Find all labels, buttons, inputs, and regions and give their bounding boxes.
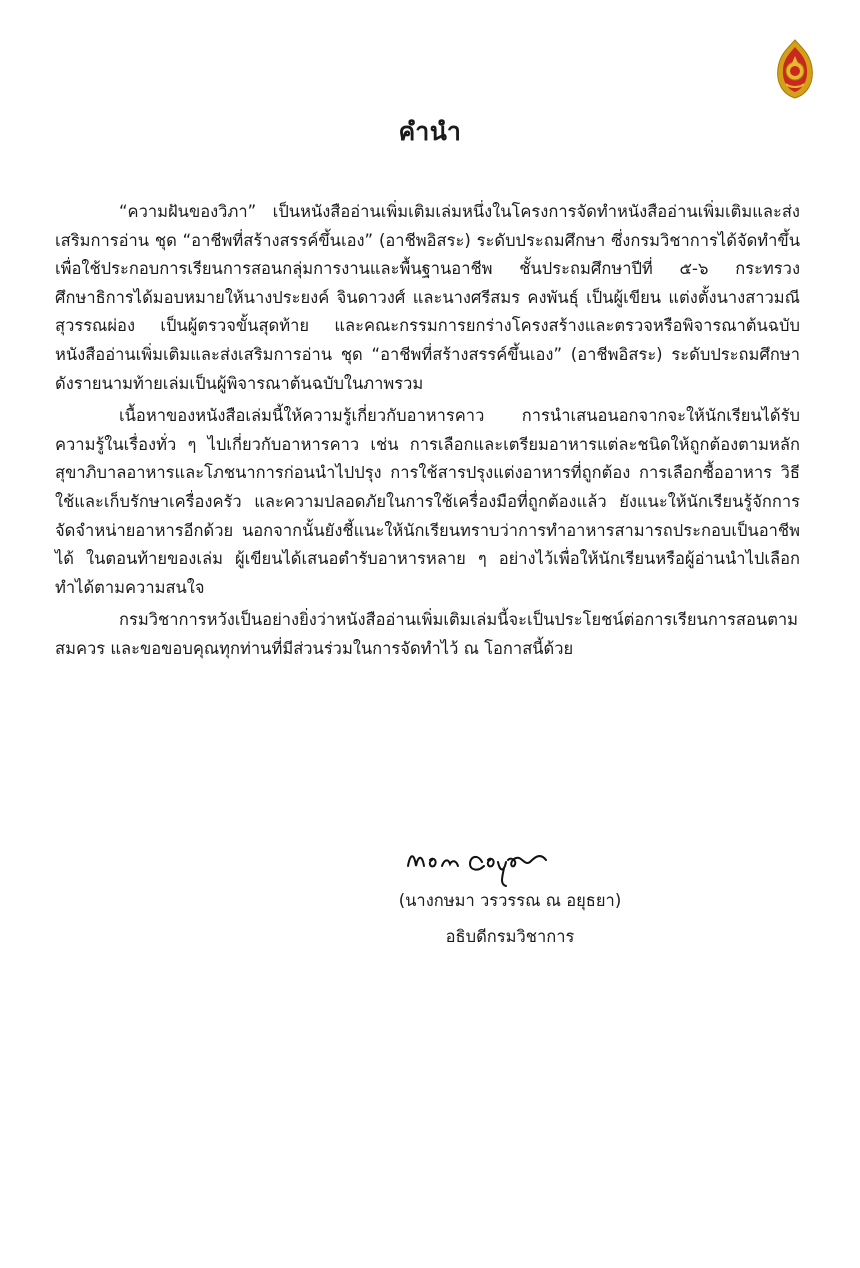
signatory-position: อธิบดีกรมวิชาการ — [445, 927, 575, 946]
ministry-emblem-icon — [772, 38, 818, 100]
paragraph: เนื้อหาของหนังสือเล่มนี้ให้ความรู้เกี่ยวกับอาหารคาว การนำเสนอนอกจากจะให้นักเรียนได้รับความรู้ในเรื่องทั่ว ๆ ไปเกี่ยวกับอาหารคาว เช่น การเลือกและเตรียมอาหารแต่ละชนิดให้ถูกต้องตามหลักสุขาภิบาลอาหารและโภชนาการก่อนนำไปปรุง การใช้สารปรุงแต่งอาหารที่ถูกต้อง การเลือกซื้ออาหาร วิธีใช้และเก็บรักษาเครื่องครัว และความปลอดภัยในการใช้เครื่องมือที่ถูกต้องแล้ว ยังแนะให้นักเรียนรู้จักการจัดจำหน่ายอาหารอีกด้วย นอกจากนั้นยังชี้แนะให้นักเรียนทราบว่าการทำอาหารสามารถประกอบเป็นอาชีพได้ ในตอนท้ายของเล่ม ผู้เขียนได้เสนอตำรับอาหารหลาย ๆ อย่างไว้เพื่อให้นักเรียนหรือผู้อ่านนำไปเลือกทำได้ตามความสนใจ — [55, 406, 800, 597]
paragraph: กรมวิชาการหวังเป็นอย่างยิ่งว่าหนังสืออ่านเพิ่มเติมเล่มนี้จะเป็นประโยชน์ต่อการเรียนการสอนตามสมควร และขอขอบคุณทุกท่านที่มีส่วนร่วมในการจัดทำไว้ ณ โอกาสนี้ด้วย — [55, 610, 799, 658]
handwritten-signature — [400, 832, 580, 890]
signatory-name: (นางกษมา วรวรรณ ณ อยุธยา) — [398, 891, 622, 910]
paragraph: “ความฝันของวิภา” เป็นหนังสืออ่านเพิ่มเติมเล่มหนึ่งในโครงการจัดทำหนังสืออ่านเพิ่มเติมและส่งเสริมการอ่าน ชุด “อาชีพที่สร้างสรรค์ขึ้นเอง” (อาชีพอิสระ) ระดับประถมศึกษา ซึ่งกรมวิชาการได้จัดทำขึ้นเพื่อใช้ประกอบการเรียนการสอนกลุ่มการงานและพื้นฐานอาชีพ ชั้นประถมศึกษาปีที่ ๕-๖ กระทรวงศึกษาธิการได้มอบหมายให้นางประยงค์ จินดาวงศ์ และนางศรีสมร คงพันธุ์ เป็นผู้เขียน แต่งตั้งนางสาวมณี สุวรรณผ่อง เป็นผู้ตรวจขั้นสุดท้าย และคณะกรรมการยกร่างโครงสร้างและตรวจหรือพิจารณาต้นฉบับหนังสืออ่านเพิ่มเติมและส่งเสริมการอ่าน ชุด “อาชีพที่สร้างสรรค์ขึ้นเอง” (อาชีพอิสระ) ระดับประถมศึกษา ดังรายนามท้ายเล่มเป็นผู้พิจารณาต้นฉบับในภาพรวม — [55, 202, 800, 393]
page-title: คำนำ — [398, 117, 462, 146]
foreword-body — [55, 198, 800, 664]
